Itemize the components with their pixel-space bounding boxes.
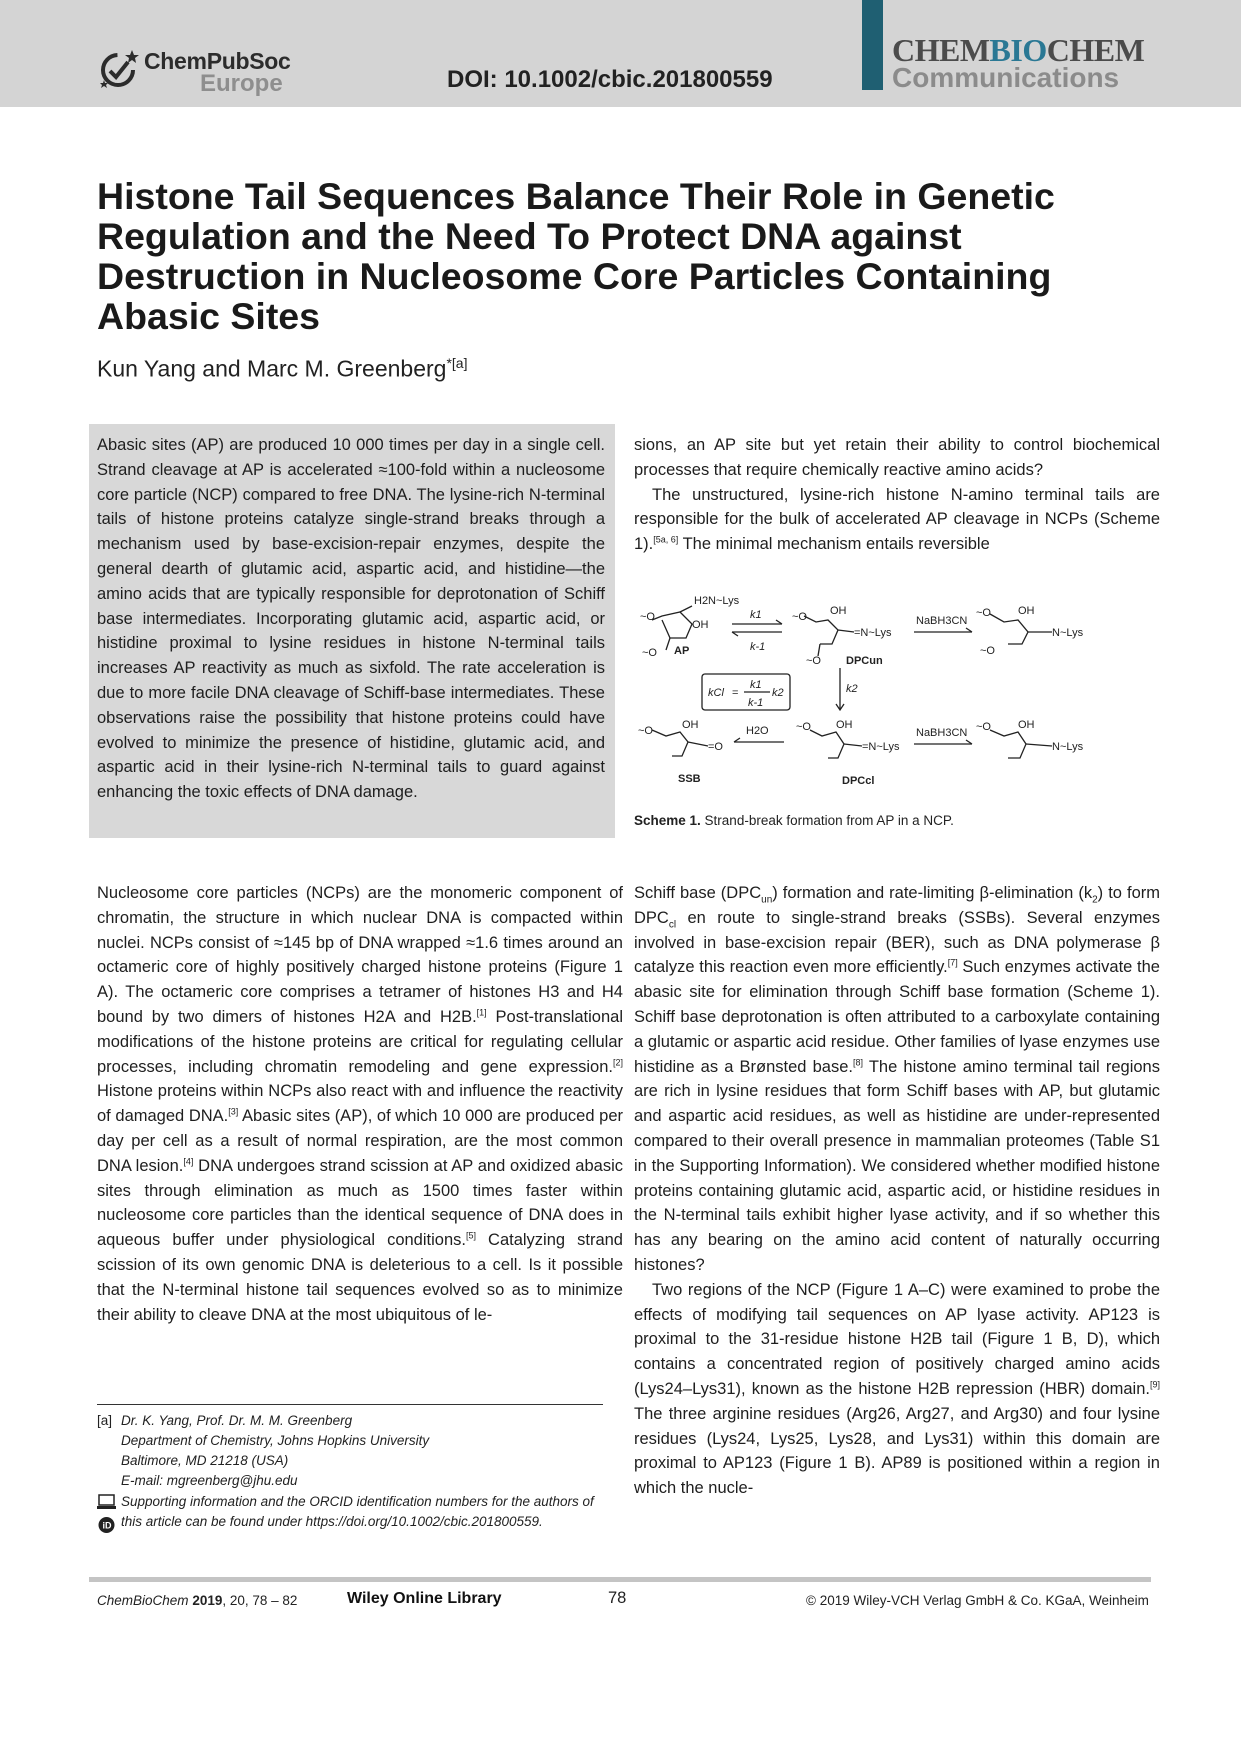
scheme-label: N~Lys: [1052, 627, 1084, 639]
journal-title-part: CHEM: [1046, 32, 1145, 68]
page-number: 78: [608, 1589, 627, 1607]
svg-text:iD: iD: [102, 1520, 112, 1531]
scheme-label: ~O: [976, 607, 991, 619]
text-run: en route to single-strand breaks (SSBs). Several enzymes involved in base-excision repair (BER), such as DNA polymerase β catalyze this reaction even more efficiently.: [634, 908, 1160, 977]
footer-citation: [97, 1593, 297, 1608]
rate-constant-label: k1: [750, 679, 762, 691]
publisher-region: Europe: [200, 70, 283, 97]
paragraph: [634, 483, 1160, 557]
subscript: 2: [1092, 894, 1098, 906]
rate-constant-label: k2: [772, 687, 784, 699]
reduced-ssb-chain: [990, 730, 1026, 758]
scheme-caption: [634, 813, 954, 828]
article-type: Communications: [892, 62, 1120, 93]
text-run: Histone proteins within NCPs also react with and influence the reactivity of damaged DNA.: [97, 1082, 623, 1126]
wiley-online-library-link[interactable]: Wiley Online Library: [347, 1590, 502, 1607]
journal-accent-bar: [862, 0, 883, 90]
scheme-label: OH: [1018, 719, 1035, 731]
bond: [666, 638, 670, 650]
scheme-caption-text: Strand-break formation from AP in a NCP.: [700, 813, 954, 828]
scheme-label: OH: [836, 719, 853, 731]
bond: [688, 742, 708, 746]
scheme-label: ~O: [642, 647, 657, 659]
text-run: Catalyzing strand scission of its own genomic DNA is deleterious to a cell. Is it possible that the N-terminal histone tail sequences evolved so as to minimize their ability to cleave DNA at the most ubiquitous of le-: [97, 1231, 623, 1324]
ap-ring: [652, 612, 692, 638]
scheme-1-figure: [632, 592, 1140, 800]
scheme-label-dpc-un: DPCun: [846, 655, 883, 667]
copyright: © 2019 Wiley-VCH Verlag GmbH & Co. KGaA, Weinheim: [806, 1593, 1149, 1608]
footnote-divider: [97, 1404, 603, 1405]
scheme-caption-label: Scheme 1.: [634, 813, 701, 828]
publisher-logo-icon: [98, 48, 140, 92]
body-left-column: [97, 881, 623, 1327]
article-title: Histone Tail Sequences Balance Their Role in Genetic Regulation and the Need To Protect DNA against Destruction in Nucleosome Core Particles Containing Abasic Sites: [97, 175, 1055, 337]
subscript: un: [761, 894, 773, 906]
abstract: Abasic sites (AP) are produced 10 000 times per day in a single cell. Strand cleavage at AP is accelerated ≈100-fold within a nucleosome core particle (NCP) compared to free DNA. The lysine-rich N-terminal tails of histone proteins catalyze single-strand breaks through a mechanism used by base-excision-repair enzymes, despite the general dearth of glutamic acid, aspartic acid, and histidine—the amino acids that are typically responsible for deprotonation of Schiff base intermediates. Incorporating glutamic acid, aspartic acid, or histidine proximal to lysine residues in histone N-terminal tails increases AP reactivity as much as sixfold. The rate acceleration is due to more facile DNA cleavage of Schiff-base intermediates. These observations raise the possibility that histone proteins could have evolved to minimize the presence of histidine, glutamic acid, and aspartic acid in their lysine-rich N-terminal tails to guard against enhancing the toxic effects of DNA damage.: [97, 436, 605, 802]
publisher-name: ChemPubSoc: [144, 48, 291, 74]
rate-constant-label: k2: [846, 683, 858, 695]
footer-year: 2019: [192, 1593, 223, 1608]
doi[interactable]: DOI: 10.1002/cbic.201800559: [447, 66, 773, 93]
reference-link[interactable]: [4]: [183, 1156, 194, 1167]
scheme-label: OH: [692, 619, 709, 631]
scheme-label: =O: [708, 741, 723, 753]
scheme-label: ~O: [806, 655, 821, 667]
text-run: The unstructured, lysine-rich histone N-amino terminal tails are responsible for the bulk of accelerated AP cleavage in NCPs (Scheme 1).: [634, 485, 1160, 554]
reference-link[interactable]: [5a, 6]: [653, 534, 679, 545]
rate-constant-label: k-1: [750, 641, 766, 653]
reference-link[interactable]: [8]: [852, 1057, 863, 1068]
bond: [680, 606, 692, 612]
scheme-label: =: [732, 687, 739, 699]
footnote-line: Baltimore, MD 21218 (USA): [121, 1453, 289, 1468]
bond: [1026, 744, 1052, 746]
text-run: The three arginine residues (Arg26, Arg27, and Arg30) and four lysine residues (Lys24, Lys25, Lys28, and Lys31) within this domain are proximal to AP123 (Figure 1 B). AP89 is positioned within a region in which the nucle-: [634, 1404, 1160, 1498]
right-column-intro: [634, 433, 1160, 557]
scheme-label: =N~Lys: [854, 627, 892, 639]
bond: [838, 630, 854, 632]
supporting-info-text: Supporting information and the ORCID identification numbers for the authors of this article can be found under https://doi.org/10.1002/cbic.201800559.: [121, 1494, 594, 1529]
footnote-label: [a]: [97, 1413, 113, 1428]
reference-link[interactable]: [7]: [947, 957, 958, 968]
scheme-label: =N~Lys: [862, 741, 900, 753]
reference-link[interactable]: [5]: [465, 1230, 476, 1241]
reference-link[interactable]: [1]: [476, 1007, 487, 1018]
text-run: ) to form DPC: [634, 884, 1160, 927]
scheme-label: ~O: [792, 611, 807, 623]
body-right-column: [634, 881, 1160, 1501]
journal-title-part: BIO: [989, 32, 1047, 68]
scheme-label-dpc-cl: DPCcl: [842, 775, 875, 787]
rate-constant-label: k-1: [748, 697, 764, 709]
text-run: Post-translational modifications of the histone proteins are critical for regulating cellular processes, including chromatin remodeling and gene expression.: [97, 1007, 623, 1076]
orcid-icon: [99, 1517, 115, 1533]
scheme-label: OH: [682, 719, 699, 731]
reference-link[interactable]: [9]: [1149, 1379, 1160, 1390]
computer-icon: [97, 1495, 116, 1509]
scheme-label: ~O: [976, 721, 991, 733]
reduction-arrow-bottom: [914, 740, 972, 744]
footnote-line: Dr. K. Yang, Prof. Dr. M. M. Greenberg: [121, 1413, 353, 1428]
reagent-label: NaBH3CN: [916, 727, 968, 739]
paragraph: [634, 1278, 1160, 1501]
text-run: Abasic sites (AP), of which 10 000 are produced per day per cell as a result of normal respiration, are the most common DNA lesion.: [97, 1107, 624, 1175]
footer-volume-pages: , 20, 78 – 82: [222, 1593, 298, 1608]
scheme-label: N~Lys: [1052, 741, 1084, 753]
paragraph: [97, 881, 623, 1327]
reagent-label: H2O: [746, 725, 769, 737]
journal-title-part: CHEM: [892, 32, 990, 68]
footer-divider: [89, 1577, 1151, 1582]
hydrolysis-arrow: [734, 738, 784, 742]
email-link[interactable]: E-mail: mgreenberg@jhu.edu: [121, 1473, 298, 1488]
text-run: Such enzymes activate the abasic site for elimination through Schiff base formation (Scheme 1). Schiff base deprotonation is often attributed to a carboxylate containing a glutamic or aspartic acid residue. Other families of lyase enzymes use histidine as a Brønsted base.: [634, 958, 1160, 1076]
down-arrow-k2: [836, 668, 844, 710]
author-names: Kun Yang and Marc M. Greenberg: [97, 355, 447, 382]
scheme-label: ~O: [980, 645, 995, 657]
scheme-label: OH: [1018, 605, 1035, 617]
paragraph: sions, an AP site but yet retain their ability to control biochemical processes that require chemically reactive amino acids?: [634, 436, 1160, 479]
scheme-label: ~O: [796, 721, 811, 733]
bond: [844, 744, 862, 746]
text-run: Two regions of the NCP (Figure 1 A–C) were examined to probe the effects of modifying tail sequences on AP lyase activity. AP123 is proximal to the 31-residue histone H2B tail (Figure 1 B, D), which contains a concentrated region of positively charged amino acids (Lys24–Lys31), known as the histone H2B repression (HBR) domain.: [634, 1280, 1160, 1398]
text-run: The histone amino terminal tail regions are rich in lysine residues that form Schiff bases with AP, but glutamic and aspartic acid residues, as well as histidine are under-represented compared to their overall presence in mammalian proteomes (Table S1 in the Supporting Information). We considered whether modified histone proteins containing glutamic acid, aspartic acid, or histidine residues in the N-terminal tails exhibit higher lyase activity, and if so whether this has any bearing on the amino acid content of naturally occurring histones?: [634, 1057, 1160, 1274]
reduced-product-chain: [990, 614, 1028, 644]
footer-journal-name: ChemBioChem: [97, 1593, 189, 1608]
scheme-label: ~O: [640, 611, 655, 623]
footnote-text: [121, 1411, 429, 1491]
reverse-arrow-k-1: [732, 632, 782, 636]
reference-link[interactable]: [2]: [612, 1057, 623, 1068]
dpc-cl-chain: [810, 730, 844, 758]
text-run: The minimal mechanism entails reversible: [678, 535, 990, 554]
scheme-label: H2N~Lys: [694, 595, 740, 607]
reduction-arrow-top: [914, 628, 972, 632]
kcl-label: kCl: [708, 687, 724, 699]
text-run: Schiff base (DPC: [634, 884, 762, 902]
reagent-label: NaBH3CN: [916, 615, 968, 627]
scheme-label: OH: [830, 605, 847, 617]
scheme-label-ap: AP: [674, 645, 690, 657]
ssb-chain: [652, 730, 688, 756]
paragraph: [634, 881, 1160, 1278]
text-run: ) formation and rate-limiting β-elimination (k: [772, 884, 1093, 902]
scheme-label: ~O: [638, 725, 653, 737]
text-run: Nucleosome core particles (NCPs) are the monomeric component of chromatin, the structure in which nuclear DNA is compacted within nuclei. NCPs consist of ≈145 bp of DNA wrapped ≈1.6 times around an octameric core of highly positively charged histone proteins (Figure 1 A). The octameric core comprises a tetramer of histones H3 and H4 bound by two dimers of histones H2A and H2B.: [97, 884, 623, 1026]
dpc-un-chain: [804, 616, 838, 644]
subscript: cl: [668, 919, 677, 931]
scheme-label-ssb: SSB: [678, 773, 701, 785]
supporting-info-icons: [97, 1494, 117, 1538]
footnote-line: Department of Chemistry, Johns Hopkins University: [121, 1433, 430, 1448]
reference-link[interactable]: [3]: [228, 1106, 239, 1117]
author-affiliation-mark: *[a]: [446, 355, 468, 371]
publisher-logo: [98, 48, 291, 97]
author-list: [97, 355, 467, 383]
text-run: DNA undergoes strand scission at AP and oxidized abasic sites through elimination as much as 1500 times faster within nucleosome core particles than the identical sequence of DNA does in aqueous buffer under physiological conditions.: [97, 1156, 623, 1250]
rate-constant-label: k1: [750, 609, 762, 621]
